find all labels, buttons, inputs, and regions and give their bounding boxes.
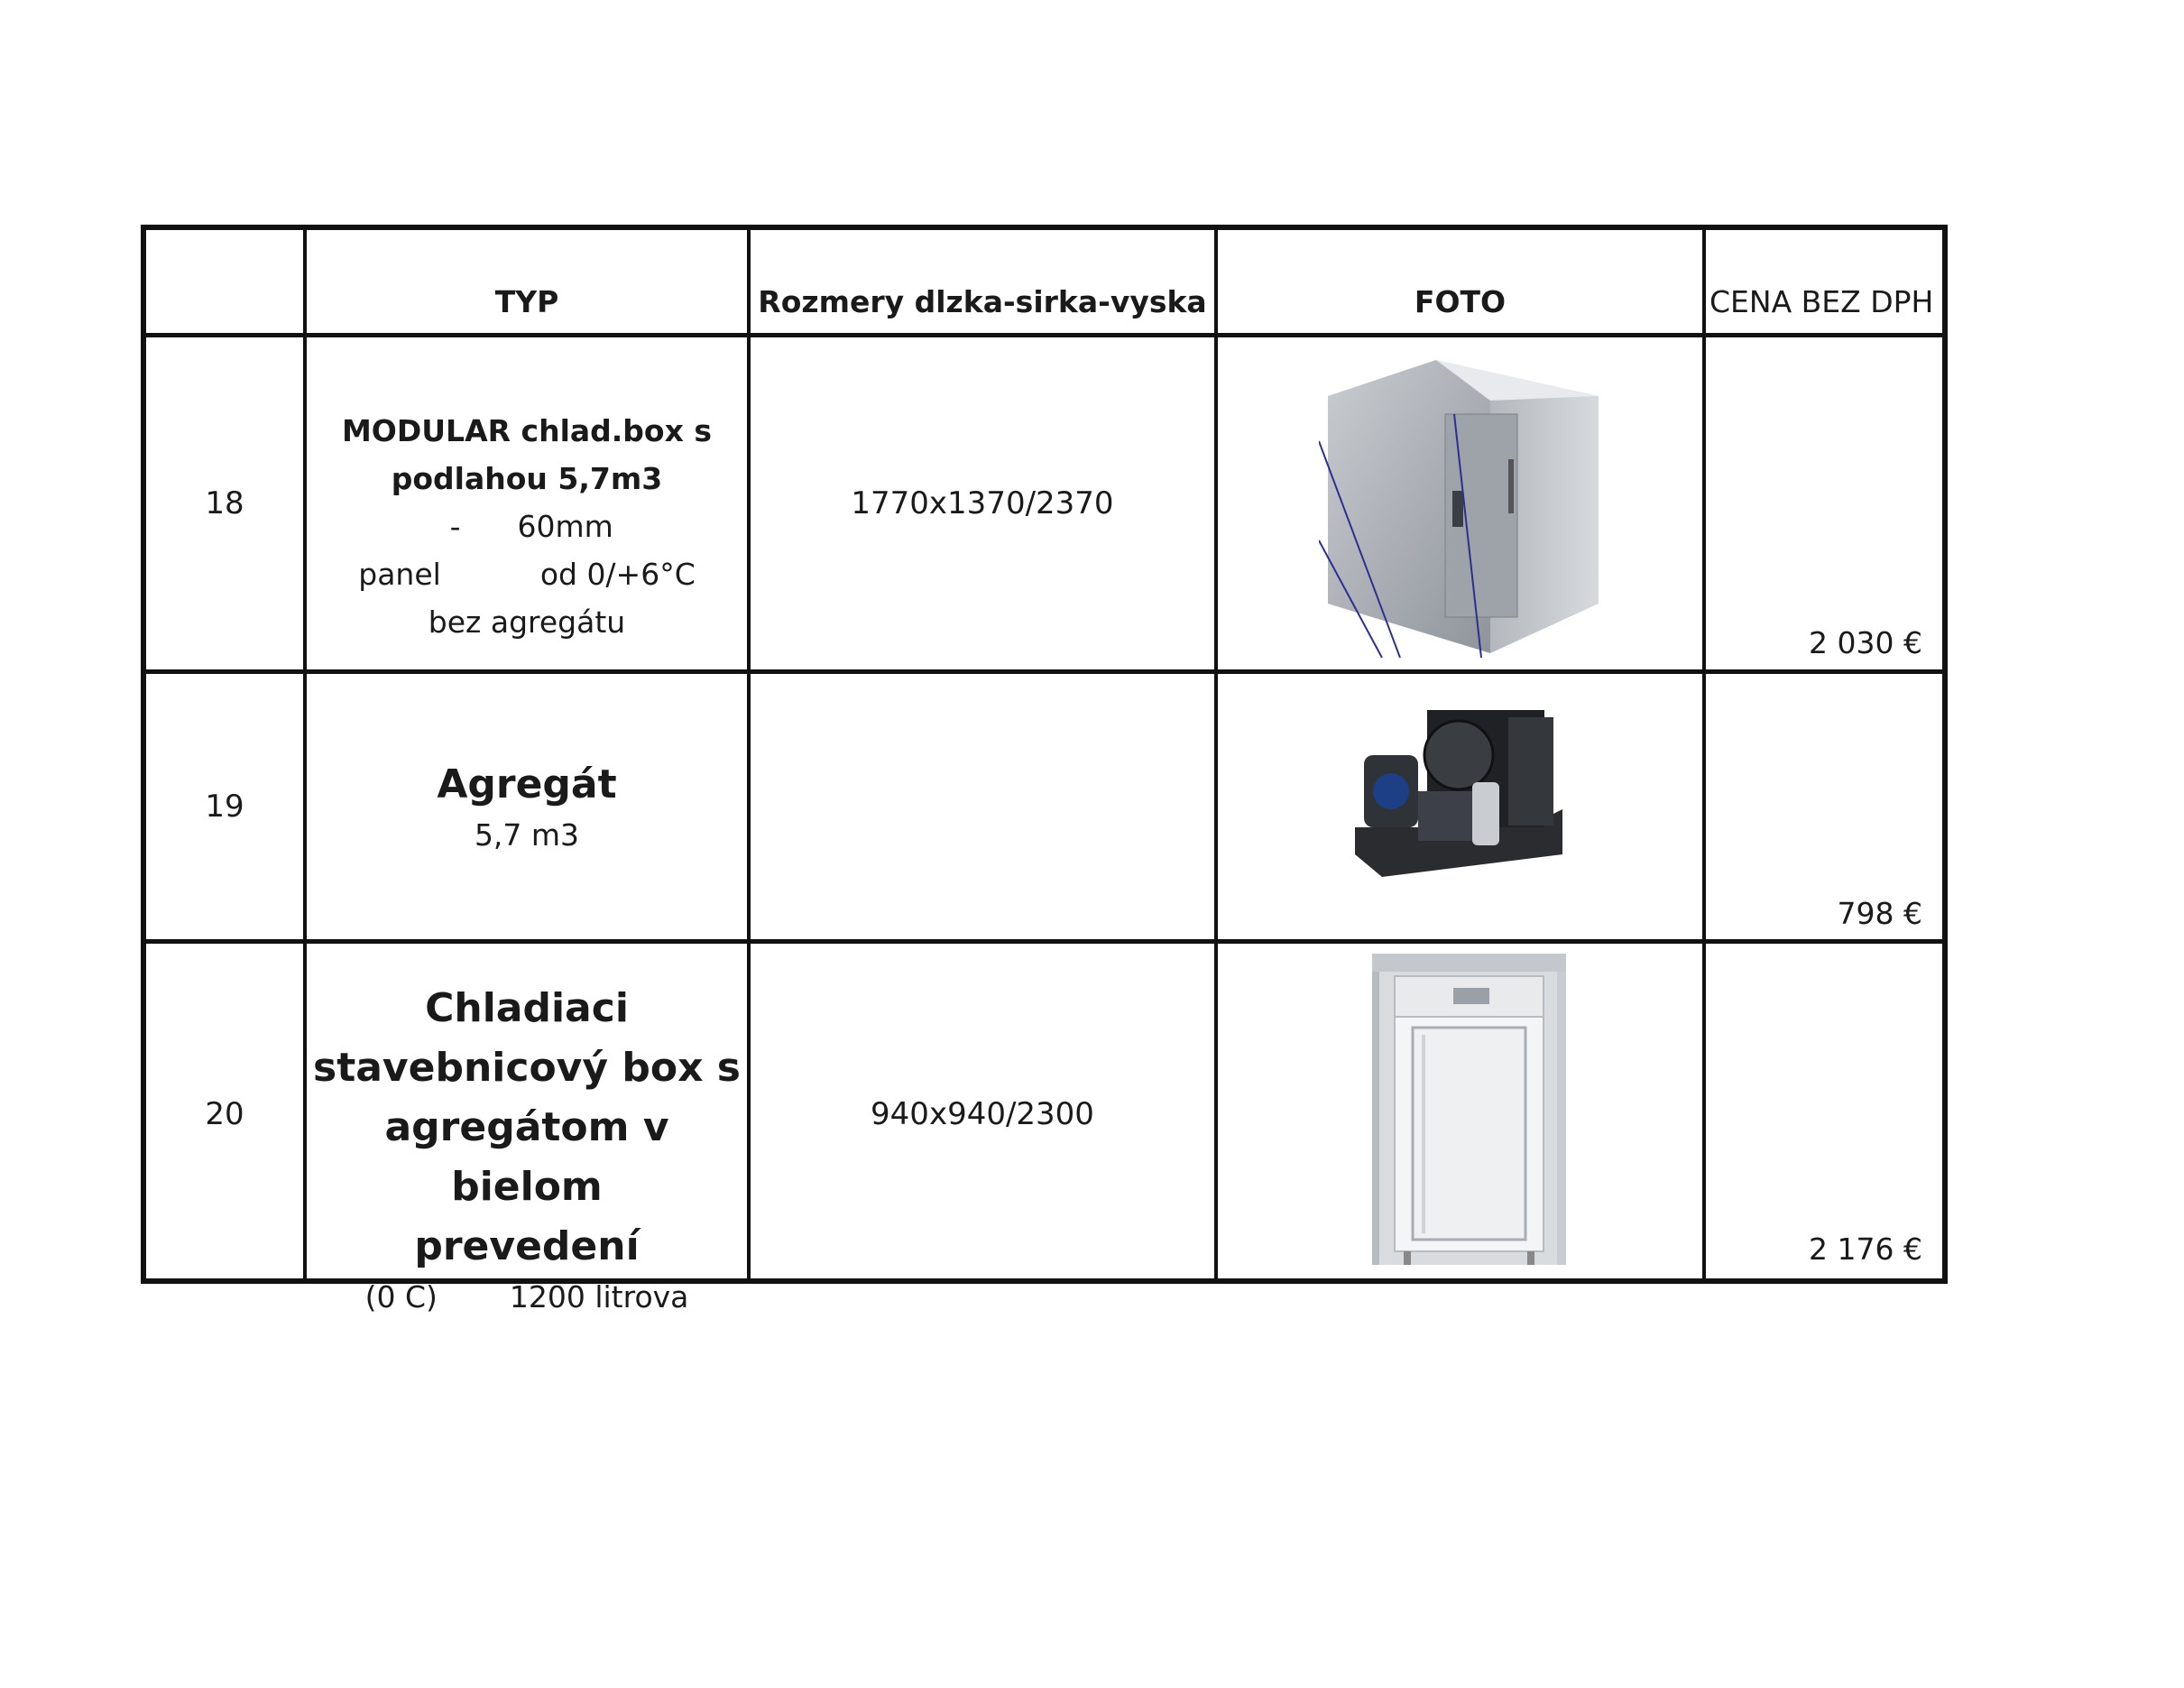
type-title-line: podlahou 5,7m3	[391, 461, 663, 496]
header-foto: FOTO	[1414, 284, 1507, 319]
row-number: 18	[205, 485, 244, 521]
type-title-line: agregátom v bielom	[384, 1104, 669, 1210]
type-detail: 1200 litrova	[509, 1279, 689, 1314]
product-type	[307, 407, 747, 646]
price: 2 030 €	[1809, 625, 1922, 660]
type-title-line: MODULAR chlad.box s	[341, 413, 713, 448]
cold-room-photo	[1319, 360, 1608, 658]
type-detail: (0 C)	[364, 1279, 438, 1314]
column-divider	[1702, 230, 1706, 1278]
row-number: 19	[205, 789, 244, 825]
header-rozmery: Rozmery dlzka-sirka-vyska	[758, 284, 1207, 319]
type-detail: 5,7 m3	[474, 817, 580, 853]
row-number: 20	[205, 1095, 244, 1132]
dimensions: 940x940/2300	[871, 1095, 1094, 1132]
price: 2 176 €	[1809, 1231, 1922, 1267]
product-table	[141, 225, 1948, 1314]
type-detail: bez agregátu	[428, 604, 626, 640]
header-cena: CENA BEZ DPH	[1709, 284, 1934, 319]
product-type	[307, 979, 747, 1318]
product-type	[307, 755, 747, 856]
type-detail: - 60mm	[440, 509, 613, 544]
condensing-unit-photo	[1346, 692, 1562, 881]
type-detail: panel	[358, 557, 441, 592]
type-title-line: Agregát	[437, 761, 617, 807]
dimensions	[751, 674, 1214, 939]
white-cabinet-photo	[1372, 954, 1566, 1265]
price: 798 €	[1837, 896, 1922, 931]
type-title-line: prevedení	[414, 1223, 640, 1269]
header-typ: TYP	[494, 284, 559, 319]
column-divider	[1214, 230, 1218, 1278]
type-title-line: stavebnicový box s	[313, 1045, 741, 1091]
type-detail: od 0/+6°C	[539, 557, 696, 592]
dimensions: 1770x1370/2370	[851, 485, 1114, 521]
type-title-line: Chladiaci	[425, 985, 629, 1031]
